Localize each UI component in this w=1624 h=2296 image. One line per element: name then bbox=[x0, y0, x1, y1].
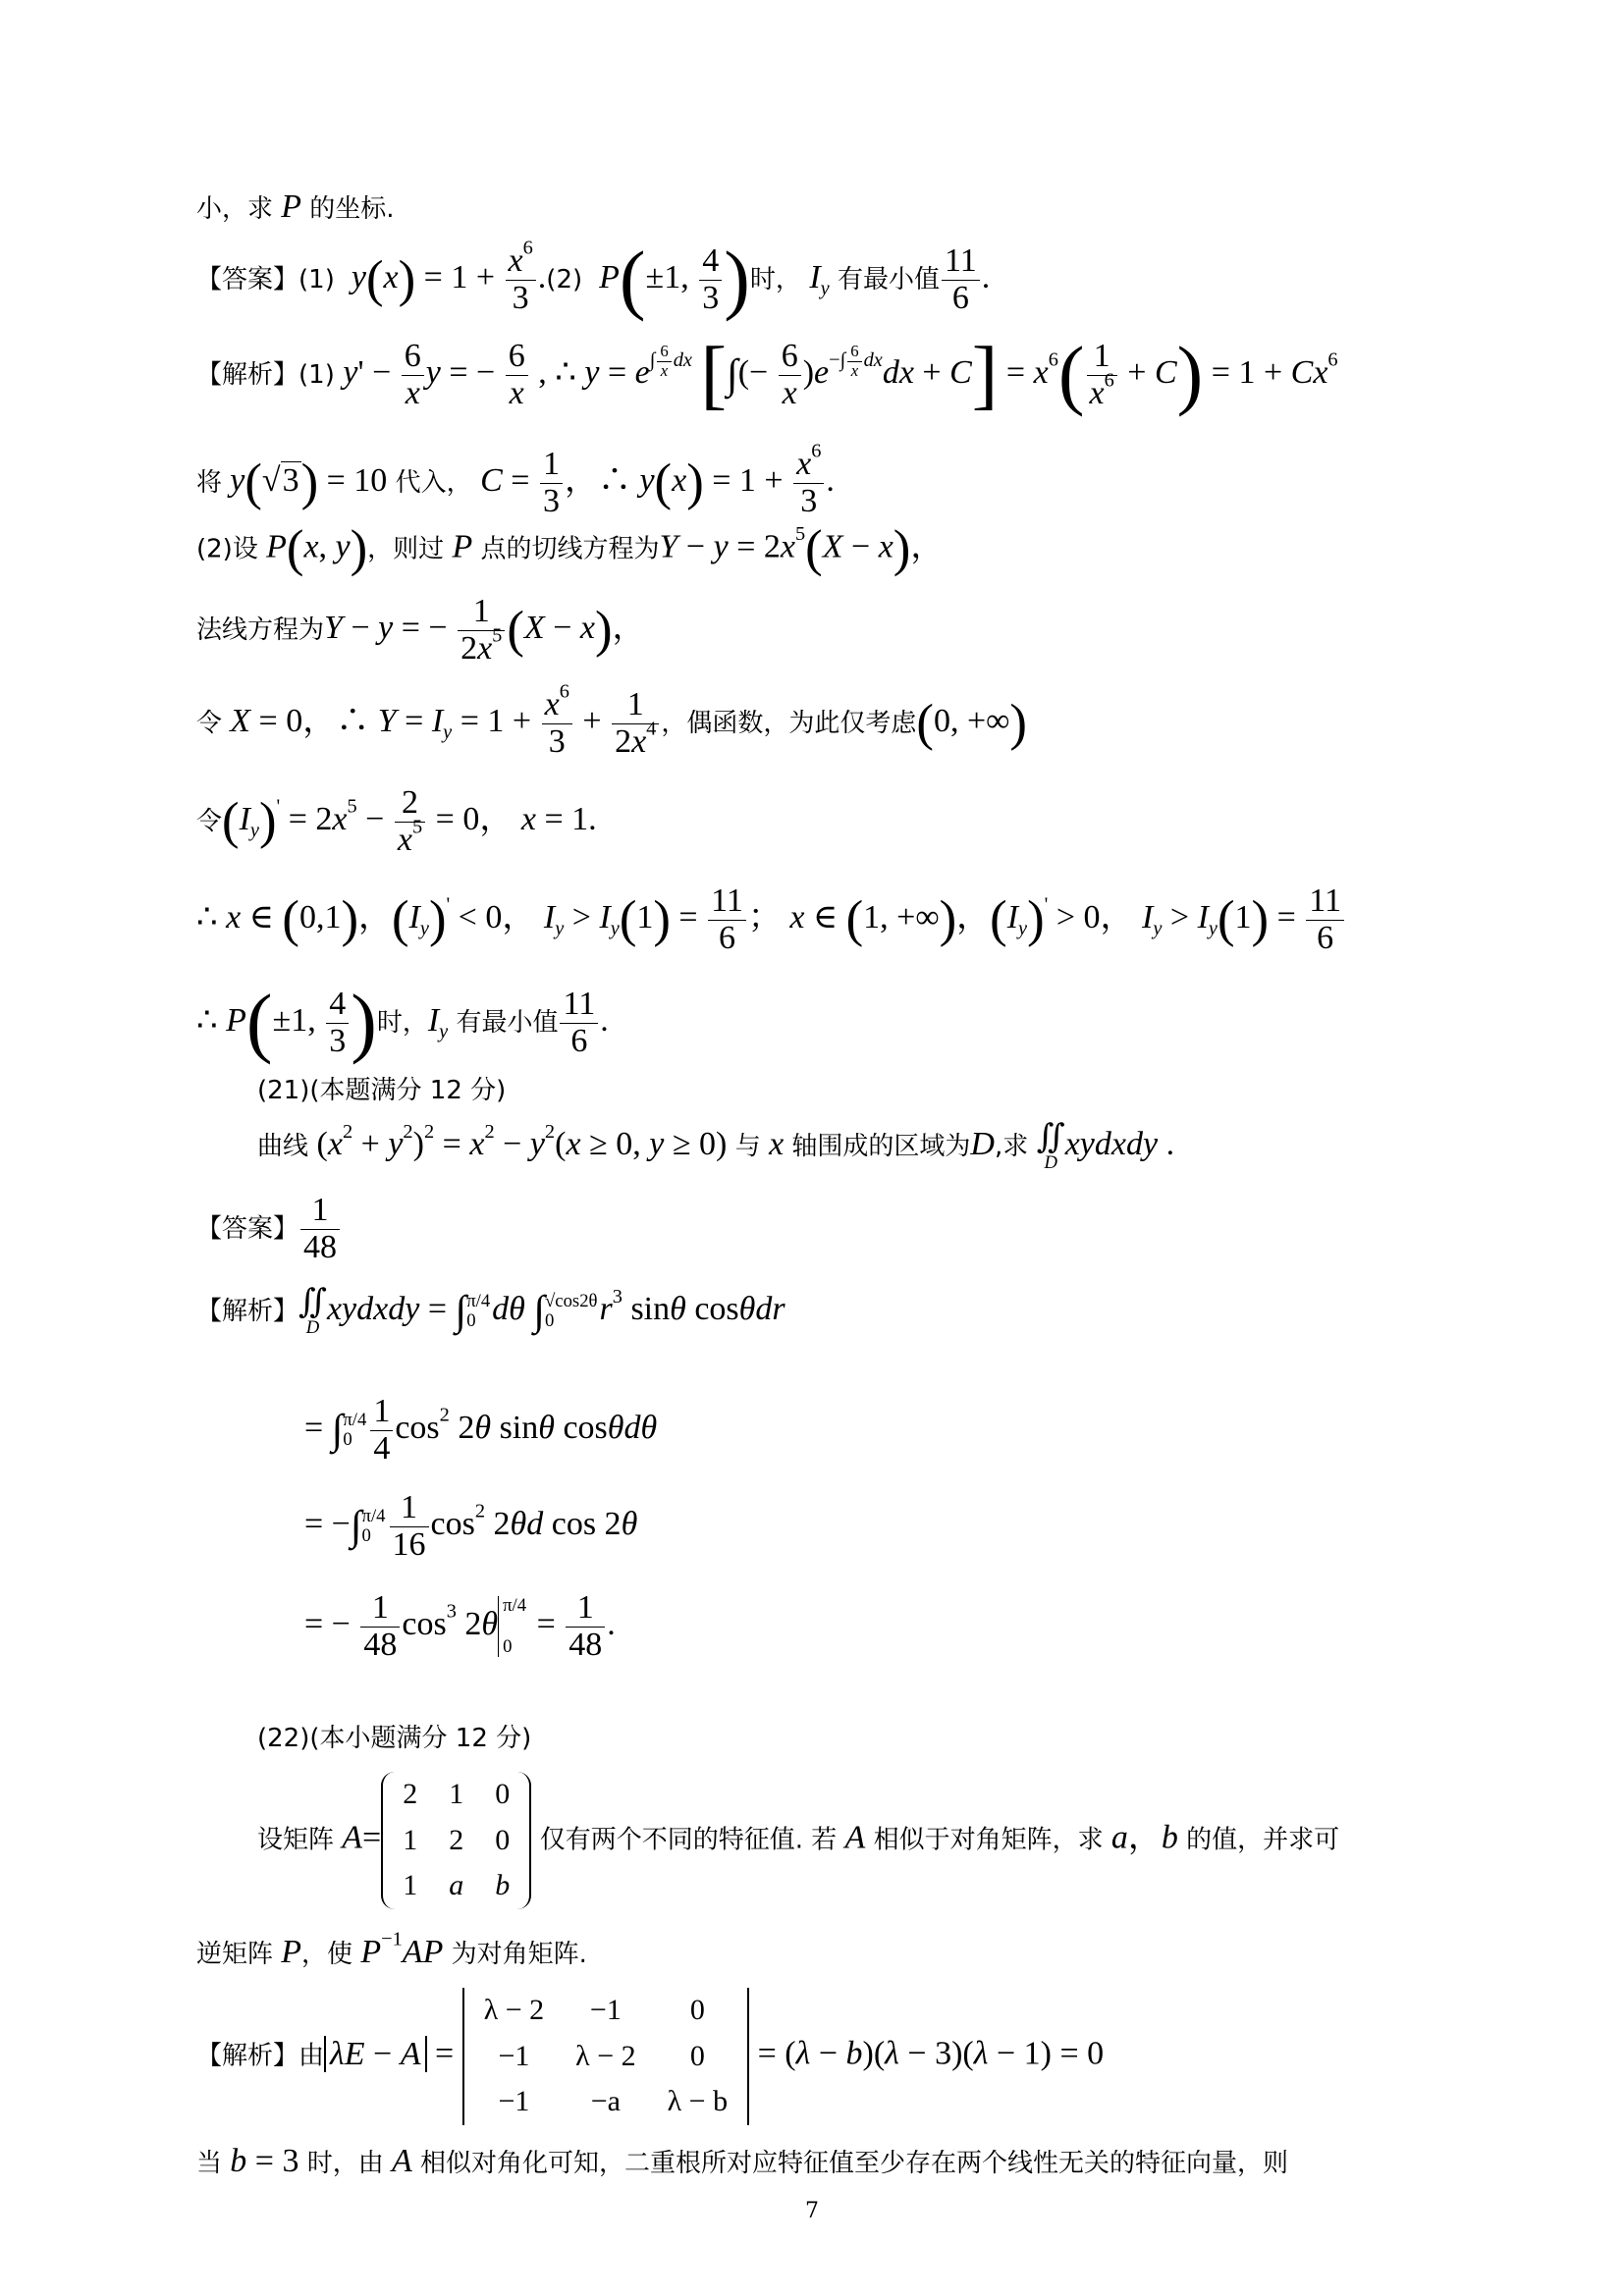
solution-line: 【解析】(1) y' − $\frac{6}{x}$ y = − $\frac{6}{x}$ , ∴ $y = e^{\int \frac{6}{x} dx}$ [∫(− $\frac{6}{x}$ )$e^{-\int \frac{6}{x} dx}dx + C] = x^6$( $\frac{1}{x^6}$ + $C) = 1 + Cx^6$ bbox=[196, 331, 1338, 418]
matrix-cell: −1 bbox=[589, 1994, 622, 2026]
solution-line: = ∫ π/4 0 $\frac{1}{4}$ $\cos^2 2\theta$ sinθ cosθdθ bbox=[304, 1393, 658, 1467]
solution-line: = −∫ π/4 0 $\frac{1}{16}$ $\cos^2 2\theta d$ cos 2θ bbox=[304, 1489, 638, 1563]
matrix-cell: λ − 2 bbox=[483, 1994, 545, 2026]
matrix-cell: 0 bbox=[495, 1823, 511, 1856]
solution-line: 当 b = 3 时，由 A 相似对角化可知，二重根所对应特征值至少存在两个线性无关的特征向量，则 bbox=[196, 2143, 1289, 2179]
question-text: 曲线 $(x^2 + y^2)^2 = x^2 - y^2(x \ge 0$, y ≥ 0) 与 x 轴围成的区域为D,求 ∬ D xydxdy . bbox=[257, 1119, 1175, 1173]
matrix-cell: 0 bbox=[495, 1778, 511, 1810]
matrix-cell: λ − b bbox=[667, 2085, 729, 2117]
solution-line: 令$(I_y)' = 2x^5$ − $\frac{2}{x^5}$ = 0， x = 1. bbox=[196, 784, 597, 858]
matrix-cell: 0 bbox=[689, 1994, 705, 2026]
solution-line: (2)设 P(x, y)，则过 P 点的切线方程为$Y - y = 2x^5(X - x)$， bbox=[196, 520, 945, 577]
solution-line: 法线方程为Y − y = − $\frac{1}{2x^5}$ (X − x)， bbox=[196, 593, 646, 667]
matrix-cell: 0 bbox=[689, 2039, 705, 2072]
matrix-cell: −a bbox=[590, 2085, 621, 2117]
solution-line: ∴ x ∈ (0,1)，$(I_y)' < 0$， $I_y > I_y(1)$ = $\frac{11}{6}$ ； x ∈ (1, +∞)，$(I_y)' > 0$， $I_y > I_y(1)$ = $\frac{11}{6}$ bbox=[196, 883, 1346, 956]
matrix-cell: a bbox=[449, 1869, 464, 1901]
matrix-cell: λ − 2 bbox=[575, 2039, 636, 2072]
solution-line: 【解析】 ∬ D xydxdy = ∫ π/4 0 dθ ∫ √cos2θ 0 $r^3$ sinθ cosθdr bbox=[196, 1284, 785, 1338]
determinant-matrix bbox=[468, 1988, 743, 2125]
solution-line: 令 X = 0，∴ $Y = I_y = 1$ + $\frac{x^6}{3}$ + $\frac{1}{2x^4}$ ，偶函数，为此仅考虑(0, +∞) bbox=[196, 680, 1027, 760]
answer-line: 【答案】(1) y(x) = 1 + $\frac{x^6}{3}$ .(2) P(±1, $\frac{4}{3}$ )时， $I_y$ 有最小值 $\frac{11}{6}$ . bbox=[196, 236, 991, 323]
matrix-cell: −1 bbox=[498, 2039, 530, 2072]
answer-line: 【答案】 $\frac{1}{48}$ bbox=[196, 1193, 342, 1265]
question-title: (22)(本小题满分 12 分) bbox=[257, 1724, 532, 1753]
question-text: 逆矩阵 P，使 $P^{-1}AP$ 为对角矩阵. bbox=[196, 1928, 587, 1970]
solution-line: 将 y(√3) = 10 代入， C = $\frac{1}{3}$ ，∴ y(x) = 1 + $\frac{x^6}{3}$ . bbox=[196, 440, 835, 519]
matrix-cell: 1 bbox=[449, 1778, 464, 1810]
solution-line: 【解析】由 λE − A = λ − 2 −1 0 −1 λ − 2 0 −1 −a λ − b = (λ − b)(λ − 3)(λ − 1) = 0 bbox=[196, 1988, 1104, 2125]
matrix-cell: b bbox=[495, 1869, 511, 1901]
question-title: (21)(本题满分 12 分) bbox=[257, 1076, 507, 1105]
matrix-cell: 1 bbox=[403, 1823, 418, 1856]
text-line: 小，求 P 的坐标. bbox=[196, 188, 395, 225]
matrix-cell: −1 bbox=[498, 2085, 530, 2117]
matrix-cell: 2 bbox=[449, 1823, 464, 1856]
solution-line: ∴ P(±1, $\frac{4}{3}$ )时，$I_y$ 有最小值 $\frac{11}{6}$ . bbox=[196, 979, 609, 1066]
matrix-cell: 1 bbox=[403, 1869, 418, 1901]
matrix-a bbox=[387, 1772, 525, 1909]
question-text: 设矩阵 A=2 1 0 1 2 0 1 a b 仅有两个不同的特征值. 若 A 相似于对角矩阵，求 a，b 的值，并求可 bbox=[257, 1772, 1339, 1909]
page-number: 7 bbox=[805, 2199, 819, 2223]
solution-line: = − $\frac{1}{48}$ $\cos^3 2\theta$ π/4 0 = $\frac{1}{48}$ . bbox=[304, 1589, 616, 1663]
matrix-cell: 2 bbox=[403, 1778, 418, 1810]
